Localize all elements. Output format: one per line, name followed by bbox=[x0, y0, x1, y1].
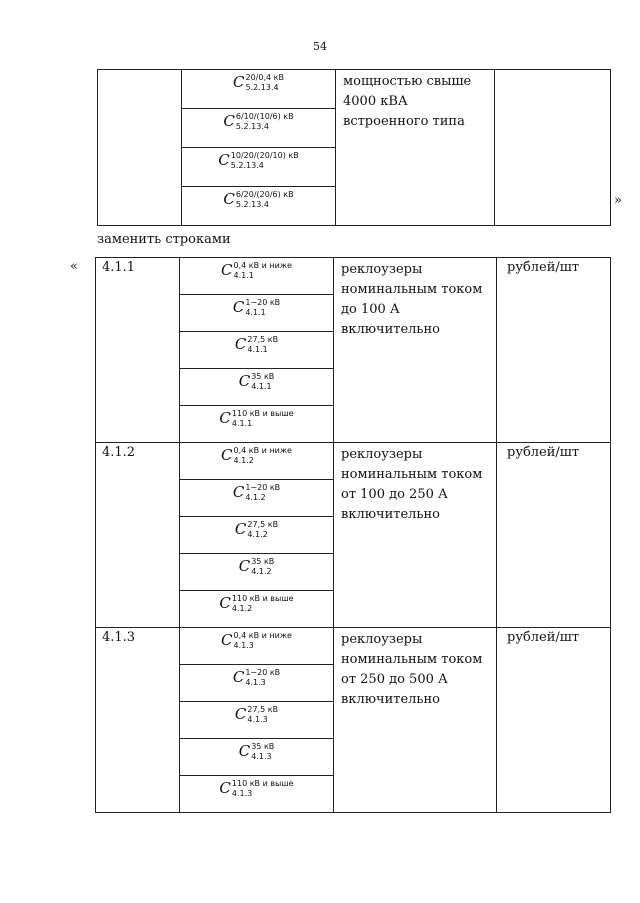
formula-cell bbox=[180, 295, 334, 332]
formula-cell bbox=[180, 591, 334, 628]
formula-cell bbox=[180, 702, 334, 739]
group-description: реклоузеры номинальным током от 100 до 250 А включительно bbox=[334, 443, 497, 628]
formula: C 0,4 кВ и ниже 4.1.1 bbox=[221, 261, 292, 280]
opening-quote: « bbox=[70, 259, 78, 274]
formula: C 110 кВ и выше 4.1.3 bbox=[219, 779, 294, 798]
group-description: реклоузеры номинальным током до 100 А включительно bbox=[334, 258, 497, 443]
formula-subscript: 5.2.13.4 bbox=[230, 161, 264, 170]
formula: C 27,5 кВ 4.1.3 bbox=[234, 705, 279, 724]
formula-subscript: 5.2.13.4 bbox=[235, 122, 269, 131]
formula-superscript: 27,5 кВ bbox=[247, 335, 279, 344]
formula: C 6/20/(20/6) кВ 5.2.13.4 bbox=[223, 190, 294, 209]
formula-superscript: 10/20/(20/10) кВ bbox=[230, 151, 299, 160]
group-number: 4.1.2 bbox=[96, 443, 180, 628]
formula-cell bbox=[180, 406, 334, 443]
group-unit: рублей/шт bbox=[497, 258, 611, 443]
formula-cell bbox=[180, 739, 334, 776]
formula-superscript: 1−20 кВ bbox=[245, 483, 281, 492]
formula-subscript: 4.1.2 bbox=[245, 493, 266, 502]
formula-subscript: 4.1.1 bbox=[233, 271, 254, 280]
formula-cell bbox=[180, 776, 334, 813]
formula-superscript: 27,5 кВ bbox=[247, 520, 279, 529]
formula: C 1−20 кВ 4.1.3 bbox=[232, 668, 281, 687]
formula-subscript: 5.2.13.4 bbox=[235, 200, 269, 209]
formula: C 35 кВ 4.1.3 bbox=[238, 742, 275, 761]
formula: C 1−20 кВ 4.1.1 bbox=[232, 298, 281, 317]
group-number: 4.1.1 bbox=[96, 258, 180, 443]
formula-superscript: 0,4 кВ и ниже bbox=[233, 446, 292, 455]
formula-subscript: 4.1.1 bbox=[247, 345, 268, 354]
prev-unit-cell bbox=[495, 70, 611, 226]
formula-cell bbox=[182, 109, 336, 148]
replace-text: заменить строками bbox=[97, 232, 231, 247]
formula-cell bbox=[180, 628, 334, 665]
formula-superscript: 1−20 кВ bbox=[245, 668, 281, 677]
formula-superscript: 0,4 кВ и ниже bbox=[233, 261, 292, 270]
previous-table bbox=[97, 69, 611, 226]
formula-subscript: 4.1.3 bbox=[247, 715, 268, 724]
formula-cell bbox=[180, 480, 334, 517]
formula-subscript: 4.1.1 bbox=[251, 382, 272, 391]
formula-cell bbox=[180, 443, 334, 480]
formula-subscript: 4.1.3 bbox=[233, 641, 254, 650]
page-number: 54 bbox=[313, 40, 327, 53]
formula: C 10/20/(20/10) кВ 5.2.13.4 bbox=[218, 151, 299, 170]
formula-superscript: 0,4 кВ и ниже bbox=[233, 631, 292, 640]
replacement-table bbox=[95, 257, 611, 813]
formula-superscript: 6/10/(10/6) кВ bbox=[235, 112, 294, 121]
formula-cell bbox=[180, 258, 334, 295]
formula-superscript: 35 кВ bbox=[251, 372, 275, 381]
formula: C 0,4 кВ и ниже 4.1.2 bbox=[221, 446, 292, 465]
formula: C 6/10/(10/6) кВ 5.2.13.4 bbox=[223, 112, 294, 131]
formula-cell bbox=[182, 187, 336, 226]
formula-superscript: 110 кВ и выше bbox=[231, 409, 294, 418]
formula-subscript: 4.1.3 bbox=[231, 789, 253, 798]
prev-number-cell bbox=[98, 70, 182, 226]
formula: C 35 кВ 4.1.1 bbox=[238, 372, 275, 391]
formula-subscript: 4.1.1 bbox=[231, 419, 253, 428]
formula-cell bbox=[180, 665, 334, 702]
formula: C 20/0,4 кВ 5.2.13.4 bbox=[233, 73, 284, 92]
formula: C 110 кВ и выше 4.1.2 bbox=[219, 594, 294, 613]
formula: C 27,5 кВ 4.1.2 bbox=[234, 520, 279, 539]
formula: C 27,5 кВ 4.1.1 bbox=[234, 335, 279, 354]
closing-quote: » bbox=[614, 193, 622, 208]
formula: C 0,4 кВ и ниже 4.1.3 bbox=[221, 631, 292, 650]
formula-superscript: 1−20 кВ bbox=[245, 298, 281, 307]
formula-subscript: 4.1.2 bbox=[247, 530, 268, 539]
formula-subscript: 4.1.2 bbox=[231, 604, 253, 613]
formula: C 1−20 кВ 4.1.2 bbox=[232, 483, 281, 502]
group-description: реклоузеры номинальным током от 250 до 500 А включительно bbox=[334, 628, 497, 813]
formula: C 110 кВ и выше 4.1.1 bbox=[219, 409, 294, 428]
group-unit: рублей/шт bbox=[497, 443, 611, 628]
formula-subscript: 5.2.13.4 bbox=[245, 83, 279, 92]
formula-cell bbox=[180, 332, 334, 369]
formula-cell bbox=[180, 554, 334, 591]
formula: C 35 кВ 4.1.2 bbox=[238, 557, 275, 576]
group-unit: рублей/шт bbox=[497, 628, 611, 813]
formula-superscript: 110 кВ и выше bbox=[231, 594, 294, 603]
formula-subscript: 4.1.1 bbox=[245, 308, 266, 317]
formula-cell bbox=[180, 369, 334, 406]
formula-cell bbox=[182, 148, 336, 187]
prev-description: мощностью свыше 4000 кВА встроенного типа bbox=[336, 70, 495, 226]
formula-subscript: 4.1.3 bbox=[251, 752, 272, 761]
formula-subscript: 4.1.2 bbox=[251, 567, 272, 576]
formula-superscript: 20/0,4 кВ bbox=[245, 73, 284, 82]
formula-cell bbox=[182, 70, 336, 109]
formula-superscript: 27,5 кВ bbox=[247, 705, 279, 714]
formula-cell bbox=[180, 517, 334, 554]
formula-superscript: 110 кВ и выше bbox=[231, 779, 294, 788]
formula-superscript: 35 кВ bbox=[251, 742, 275, 751]
formula-subscript: 4.1.2 bbox=[233, 456, 254, 465]
formula-superscript: 6/20/(20/6) кВ bbox=[235, 190, 294, 199]
formula-superscript: 35 кВ bbox=[251, 557, 275, 566]
formula-subscript: 4.1.3 bbox=[245, 678, 266, 687]
group-number: 4.1.3 bbox=[96, 628, 180, 813]
